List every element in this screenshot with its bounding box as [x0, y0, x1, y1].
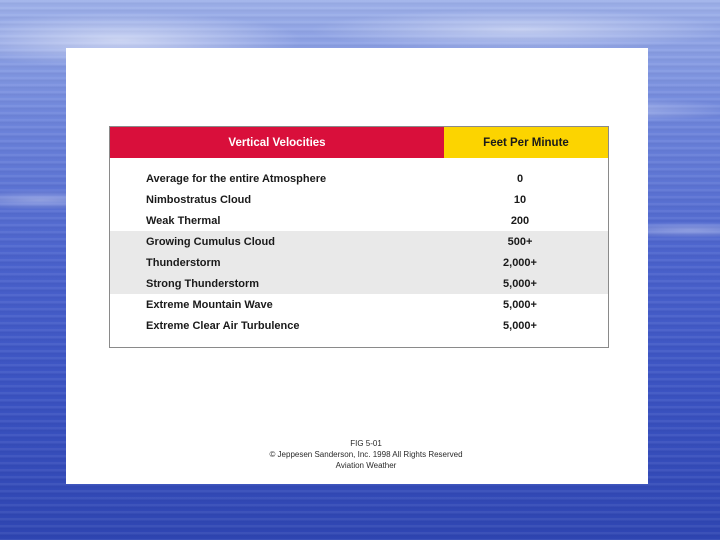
row-value: 0: [516, 173, 524, 185]
table-row: [110, 316, 608, 337]
row-value: 5,000+: [503, 278, 537, 290]
row-label: Weak Thermal: [146, 215, 221, 227]
row-label: Extreme Clear Air Turbulence: [146, 320, 300, 332]
row-value: 5,000+: [503, 299, 537, 311]
copyright-line: © Jeppesen Sanderson, Inc. 1998 All Rights Reserved: [269, 450, 463, 459]
figure-number: FIG 5-01: [350, 439, 382, 448]
table-row: [110, 190, 608, 211]
table-row: [110, 232, 608, 253]
book-title: Aviation Weather: [335, 461, 397, 470]
header-vertical-velocities: Vertical Velocities: [110, 127, 444, 158]
row-label: Nimbostratus Cloud: [146, 194, 252, 206]
table-row: [110, 274, 608, 295]
row-value: 500+: [507, 236, 533, 248]
row-value: 10: [513, 194, 527, 206]
table-row: [110, 295, 608, 316]
row-label: Strong Thunderstorm: [146, 278, 260, 290]
row-label: Growing Cumulus Cloud: [146, 236, 275, 248]
figure-caption: [236, 438, 496, 471]
row-value: 5,000+: [503, 320, 537, 332]
slide-panel: [66, 48, 648, 484]
row-value: 200: [510, 215, 530, 227]
table-row: [110, 253, 608, 274]
row-label: Average for the entire Atmosphere: [146, 173, 327, 185]
table-row: [110, 211, 608, 232]
table-row: [110, 169, 608, 190]
header-feet-per-minute: Feet Per Minute: [444, 127, 608, 158]
velocity-table: [109, 126, 609, 348]
row-label: Extreme Mountain Wave: [146, 299, 273, 311]
row-label: Thunderstorm: [146, 257, 221, 269]
row-value: 2,000+: [503, 257, 537, 269]
